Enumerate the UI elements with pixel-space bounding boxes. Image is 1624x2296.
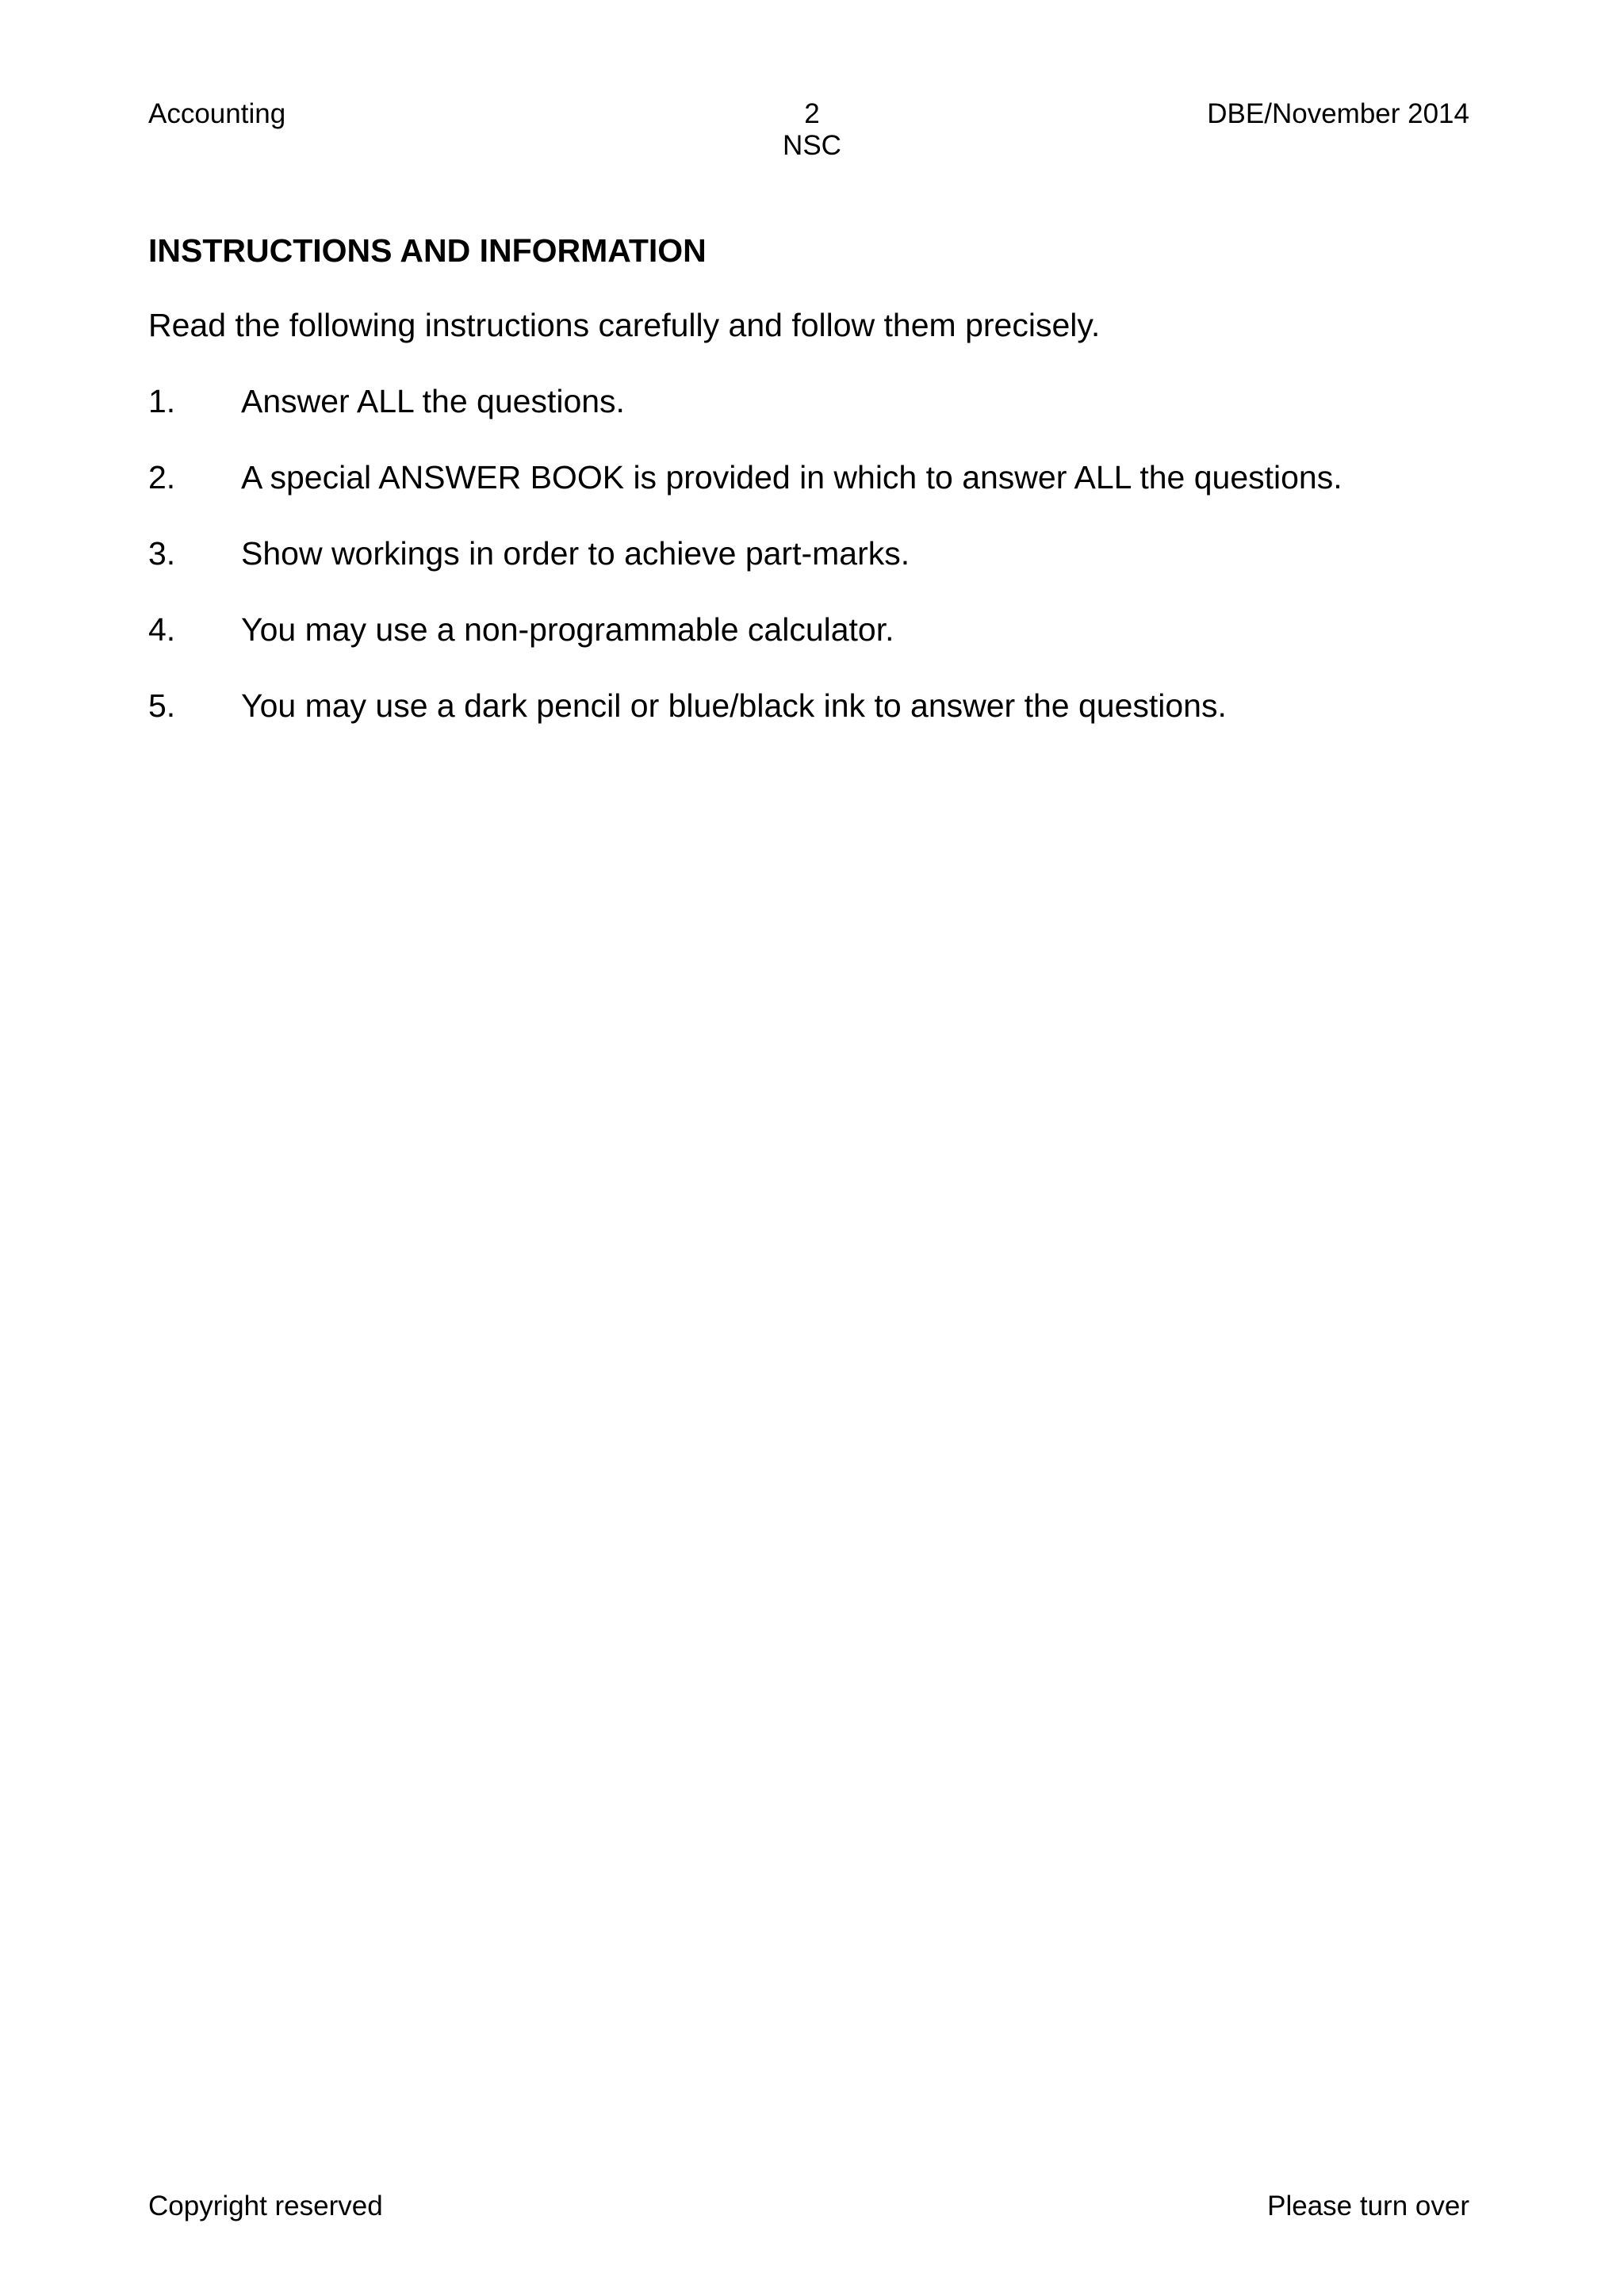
instruction-text: You may use a non-programmable calculator. — [241, 611, 894, 648]
header-level: NSC — [783, 130, 841, 161]
instruction-text: Show workings in order to achieve part-marks. — [241, 535, 910, 572]
instruction-number: 1. — [148, 383, 176, 419]
instruction-text: Answer ALL the questions. — [241, 383, 625, 419]
footer-copyright: Copyright reserved — [148, 2191, 383, 2221]
instruction-number: 5. — [148, 687, 176, 724]
header-issuer-date: DBE/November 2014 — [1207, 98, 1469, 129]
section-heading: INSTRUCTIONS AND INFORMATION — [148, 232, 707, 269]
instruction-number: 3. — [148, 535, 176, 572]
instruction-text: You may use a dark pencil or blue/black ink to answer the questions. — [241, 687, 1227, 724]
instruction-text: A special ANSWER BOOK is provided in which to answer ALL the questions. — [241, 459, 1342, 496]
instruction-number: 2. — [148, 459, 176, 496]
instruction-number: 4. — [148, 611, 176, 648]
footer-turn-over: Please turn over — [1267, 2191, 1469, 2221]
page-number: 2 — [804, 98, 820, 129]
header-subject: Accounting — [148, 98, 286, 129]
header-center — [733, 98, 891, 162]
intro-text: Read the following instructions carefully and follow them precisely. — [148, 307, 1101, 343]
